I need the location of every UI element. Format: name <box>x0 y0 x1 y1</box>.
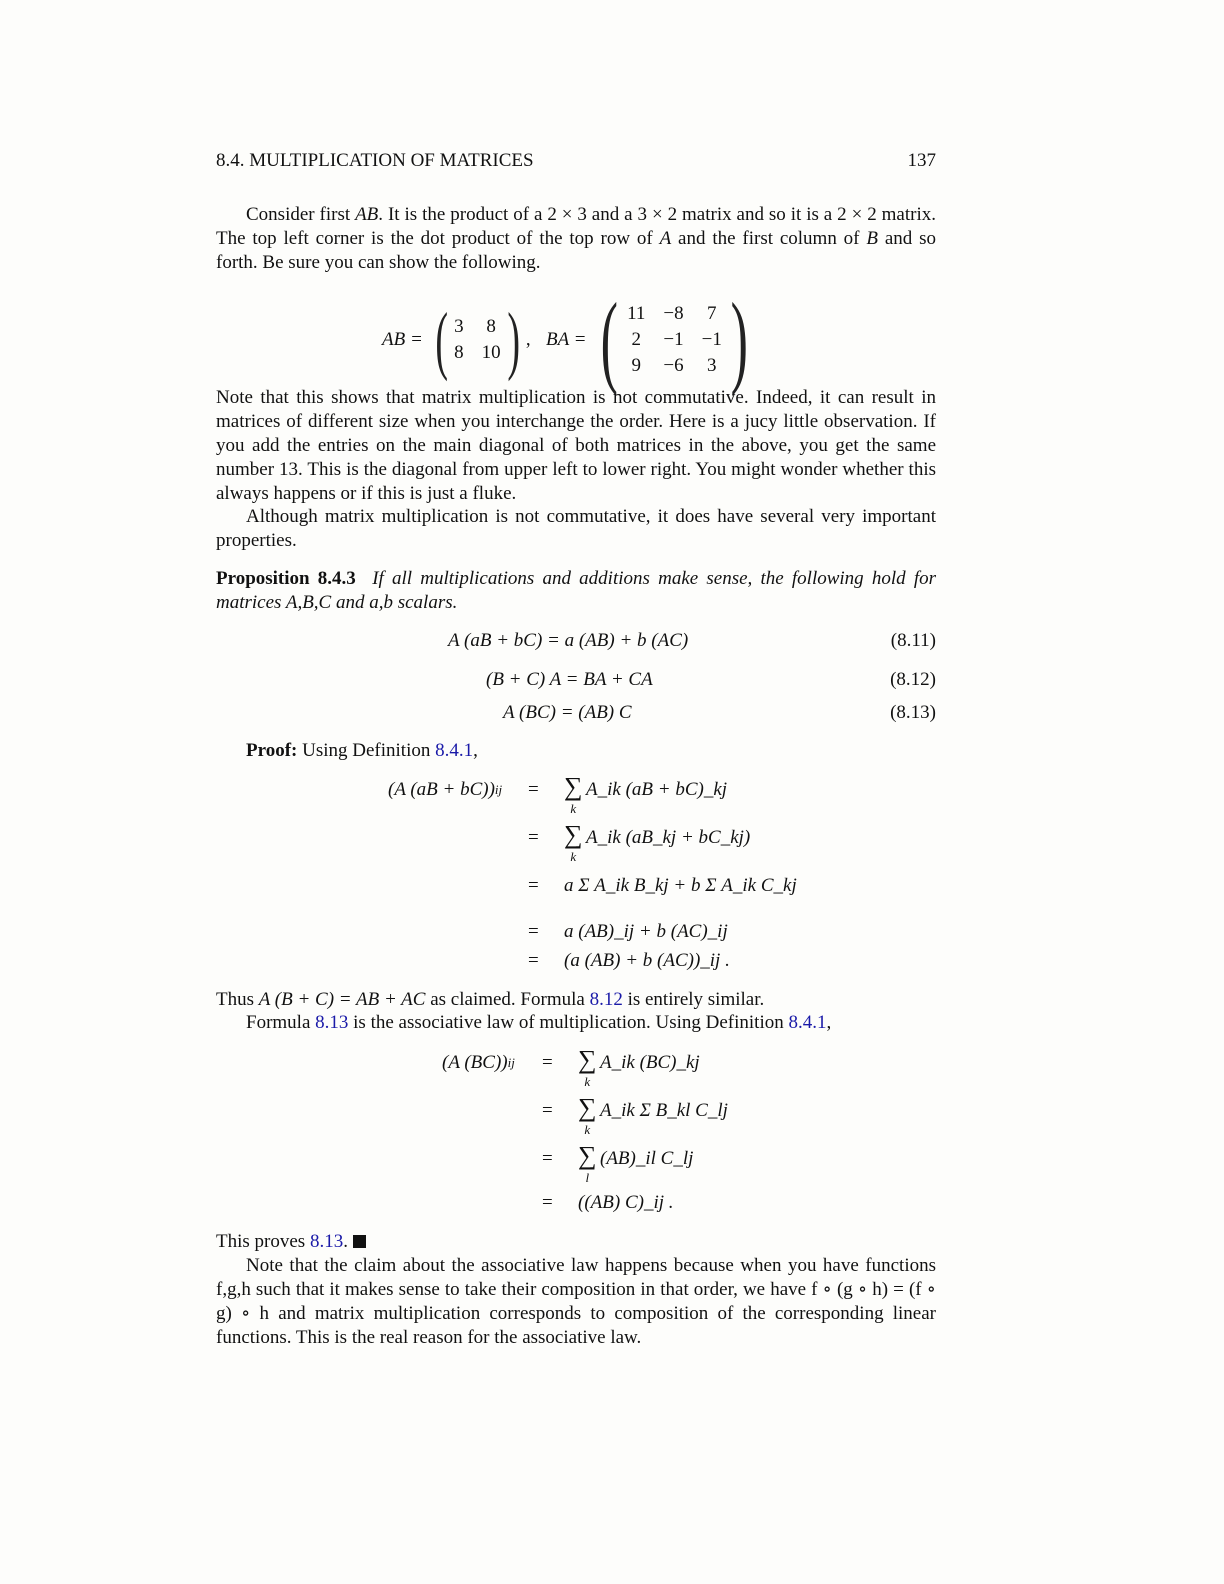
ba-label: BA = <box>546 329 587 350</box>
matrix-entry: 9 <box>631 355 641 376</box>
properties-paragraph: Although matrix multiplication is not commutative, it does have several very important properties. <box>216 506 936 551</box>
ab-entries <box>454 316 501 364</box>
matrix-entry: 8 <box>454 342 464 363</box>
summation-symbol: ∑ k <box>578 1093 597 1137</box>
equals-sign: = <box>528 921 539 942</box>
left-paren: ( <box>601 282 619 397</box>
derivation-step: a Σ A_ik B_kj + b Σ A_ik C_kj <box>564 875 797 896</box>
equation-number: (8.13) <box>890 702 936 723</box>
derivation-step: ((AB) C)_ij . <box>578 1192 674 1213</box>
left-paren: ( <box>435 298 448 382</box>
equation-8-13: A (BC) = (AB) C <box>503 702 632 723</box>
matrix-entry: −8 <box>663 303 684 324</box>
derivation-lhs: (A (BC)) ij <box>442 1052 515 1073</box>
equals-sign: = <box>528 779 539 800</box>
thus-paragraph: Thus A (B + C) = AB + AC as claimed. Formula 8.12 is entirely similar. <box>216 989 765 1010</box>
equals-sign: = <box>542 1148 553 1169</box>
matrix-entry: −6 <box>663 355 684 376</box>
summation-symbol: ∑ k <box>578 1045 597 1089</box>
ba-entries <box>627 303 722 377</box>
equation-number: (8.12) <box>890 669 936 690</box>
right-paren: ) <box>506 298 520 382</box>
equals-sign: = <box>542 1192 553 1213</box>
definition-link[interactable]: 8.4.1 <box>788 1012 827 1033</box>
right-paren: ) <box>730 282 748 397</box>
equation-8-11: A (aB + bC) = a (AB) + b (AC) <box>448 630 689 651</box>
equals-sign: = <box>542 1052 553 1073</box>
equals-sign: = <box>528 950 539 971</box>
matrix-entry: 11 <box>627 303 646 324</box>
running-header <box>216 150 936 172</box>
intro-paragraph: Consider first AB. It is the product of a 2 × 3 and a 3 × 2 matrix and so it is a 2 × 2 matrix. The top left corner is the dot product of the top row of A and the first column of B and so forth. Be sure you can show the following. <box>216 204 937 273</box>
equation-8-12: (B + C) A = BA + CA <box>486 669 653 690</box>
formula-link-8-13[interactable]: 8.13 <box>315 1012 349 1033</box>
matrix-display <box>216 282 936 397</box>
equals-sign: = <box>528 875 539 896</box>
derivation-step: A_ik Σ B_kl C_lj <box>600 1100 728 1121</box>
derivation-step: (AB)_il C_lj <box>600 1148 694 1169</box>
matrix-entry: 3 <box>706 355 717 376</box>
matrix-entry: −1 <box>701 329 722 350</box>
equation-number: (8.11) <box>890 630 936 651</box>
formula-link-8-12[interactable]: 8.12 <box>589 989 623 1010</box>
proof-label: Proof: <box>246 740 298 761</box>
proposition-text: If all multiplications and additions make sense, the following hold for matrices A,B,C and a,b scalars. <box>216 568 937 613</box>
summation-symbol: ∑ k <box>564 772 583 816</box>
summation-symbol: ∑ l <box>578 1141 597 1185</box>
ba-matrix <box>546 282 756 397</box>
proposition-label: Proposition 8.4.3 <box>216 568 356 589</box>
closing-paragraph: Note that the claim about the associative law happens because when you have functions f,g,h such that it makes sense to take their composition in that order, we have f ∘ (g ∘ h) = (f ∘ g) ∘ h and matrix multiplication corresponds to composition of the corresponding linear functions. This is the real reason for the associative law. <box>216 1255 936 1348</box>
equals-sign: = <box>542 1100 553 1121</box>
note-paragraph: Note that this shows that matrix multiplication is not commutative. Indeed, it can result in matrices of different size when you interchange the order. Here is a jucy little observation. If you add the entries on the main diagonal of both matrices in the above, you get the same number 13. This is the diagonal from upper left to lower right. You might wonder whether this always happens or if this is just a fluke. <box>216 387 936 504</box>
formula-paragraph: Formula 8.13 is the associative law of multiplication. Using Definition 8.4.1, <box>246 1012 832 1033</box>
qed-square-icon <box>353 1235 366 1248</box>
proof-intro: Proof: Using Definition 8.4.1, <box>246 740 478 761</box>
proves-line: This proves 8.13. <box>216 1230 936 1254</box>
matrix-entry: 10 <box>481 342 501 363</box>
section-title: 8.4. MULTIPLICATION OF MATRICES <box>216 150 534 171</box>
derivation-step: A_ik (aB + bC)_kj <box>586 779 728 800</box>
derivation-step: a (AB)_ij + b (AC)_ij <box>564 921 728 942</box>
derivation-step: A_ik (aB_kj + bC_kj) <box>586 827 751 848</box>
derivation-step: (a (AB) + b (AC))_ij . <box>564 950 730 971</box>
ab-matrix: AB = ( 3 8 8 10 ) , <box>382 298 531 382</box>
formula-link-8-13[interactable]: 8.13 <box>309 1231 344 1252</box>
equals-sign: = <box>528 827 539 848</box>
derivation-step: A_ik (BC)_kj <box>600 1052 700 1073</box>
matrix-entry: 2 <box>631 329 641 350</box>
matrix-entry: 8 <box>486 316 496 337</box>
matrix-entry: 7 <box>706 303 717 324</box>
ab-label: AB = <box>382 329 423 350</box>
summation-symbol: ∑ k <box>564 820 583 864</box>
derivation-lhs: (A (aB + bC)) ij <box>388 779 503 800</box>
matrix-entry: −1 <box>663 329 684 350</box>
matrix-entry: 3 <box>454 316 464 337</box>
proposition <box>216 567 936 615</box>
page-number: 137 <box>907 150 936 171</box>
definition-link[interactable]: 8.4.1 <box>435 740 474 761</box>
